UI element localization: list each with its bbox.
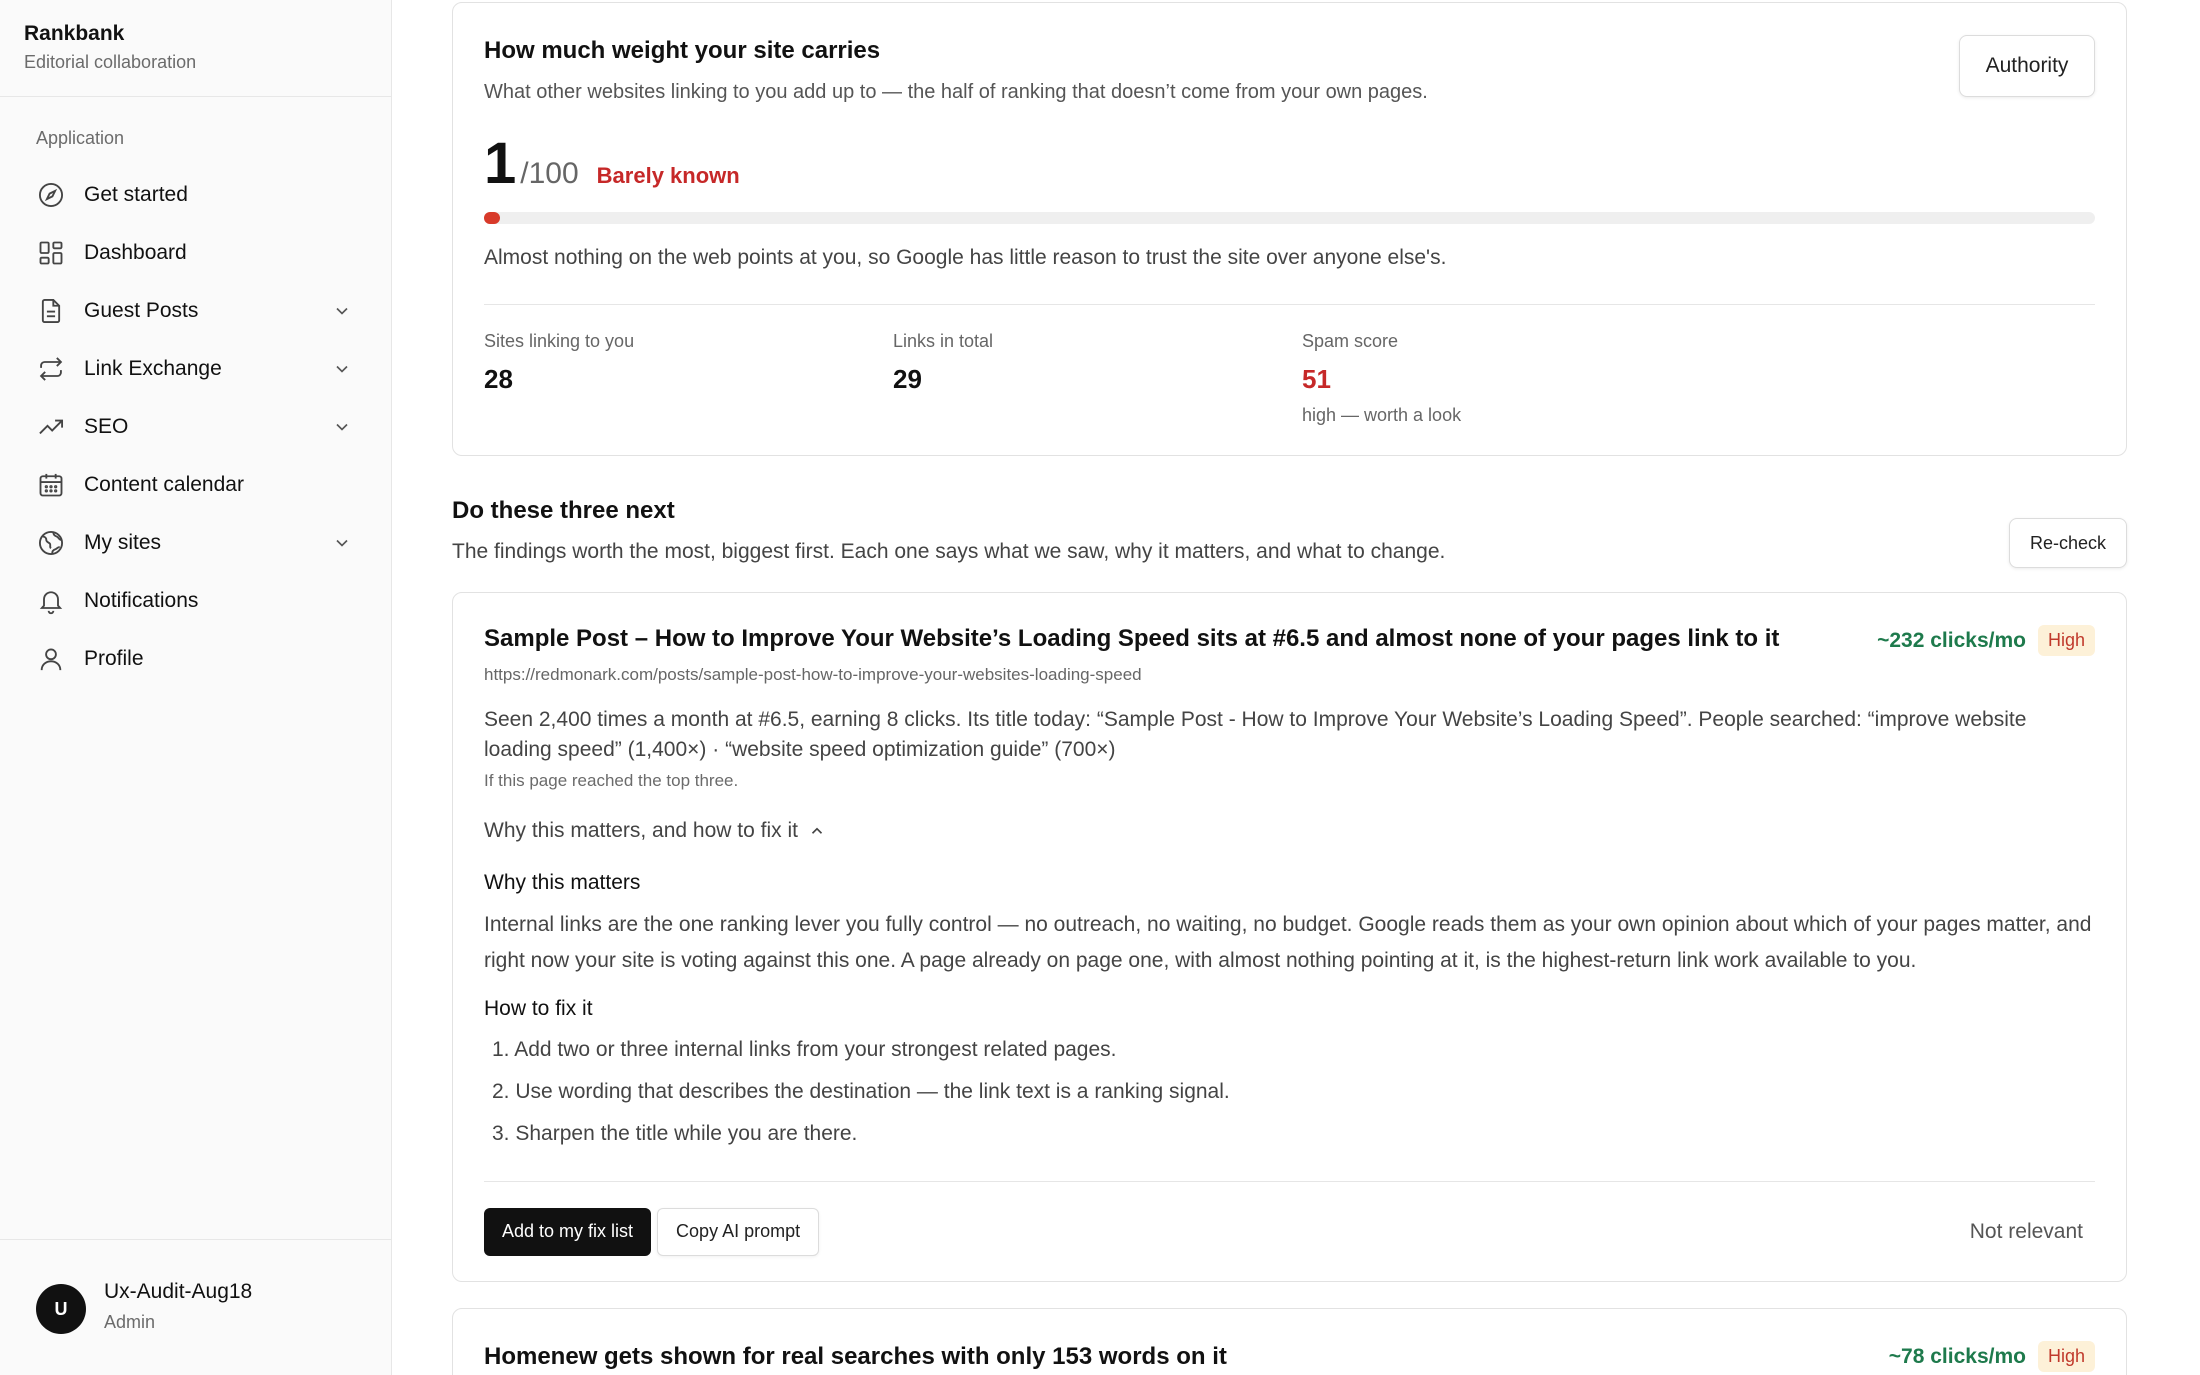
section-subtitle: The findings worth the most, biggest first. Each one says what we saw, why it matters, and what to change. [452,540,1446,563]
finding-clicks: ~232 clicks/mo [1877,628,2026,652]
authority-score [484,131,2095,196]
finding-meta [1877,625,2095,656]
bell-icon [36,586,66,616]
sidebar-item-dashboard[interactable] [24,224,364,282]
globe-icon [36,528,66,558]
stat-sites-linking [484,331,893,426]
sidebar-item-label: Get started [84,183,188,206]
sidebar-item-label: Link Exchange [84,357,222,380]
trending-up-icon [36,412,66,442]
sidebar-item-seo[interactable] [24,398,364,456]
toggle-label: Why this matters, and how to fix it [484,819,798,842]
finding-hint: If this page reached the top three. [484,771,739,790]
finding-description: Seen 2,400 times a month at #6.5, earning 8 clicks. Its title today: “Sample Post - How to Improve Your Website’s Loading Speed”. People searched: “improve website loading speed” (1,400×) · “website speed optimization guide” (700×) [484,708,2027,761]
priority-badge: High [2038,625,2095,656]
copy-ai-prompt-button[interactable]: Copy AI prompt [657,1208,819,1256]
sidebar-nav [24,166,364,688]
finding-url[interactable]: https://redmonark.com/posts/sample-post-how-to-improve-your-websites-loading-speed [484,665,1142,684]
finding-title: Sample Post – How to Improve Your Website’s Loading Speed sits at #6.5 and almost none of your pages link to it [484,625,1780,652]
finding-card [452,592,2127,1282]
authority-subtitle: What other websites linking to you add up to — the half of ranking that doesn’t come from your own pages. [484,81,1428,103]
stat-value: 51 [1302,364,1331,394]
sidebar-item-label: Profile [84,647,144,670]
sidebar-item-label: Dashboard [84,241,187,264]
user-name: Ux-Audit-Aug18 [104,1280,253,1303]
sidebar-item-guest-posts[interactable] [24,282,364,340]
fix-step: 2. Use wording that describes the destination — the link text is a ranking signal. [492,1080,1230,1103]
dashboard-grid-icon [36,238,66,268]
sidebar-item-get-started[interactable] [24,166,364,224]
sidebar-item-my-sites[interactable] [24,514,364,572]
score-progress-bar [484,212,2095,224]
document-icon [36,296,66,326]
avatar[interactable]: U [36,1284,86,1334]
authority-title: How much weight your site carries [484,37,881,64]
score-max: /100 [520,157,579,190]
sidebar-item-profile[interactable] [24,630,364,688]
authority-card [452,2,2127,456]
calendar-icon [36,470,66,500]
stat-label: Links in total [893,331,994,351]
stat-note: high — worth a look [1302,405,1462,425]
finding-card [452,1308,2127,1375]
fix-step: 1. Add two or three internal links from your strongest related pages. [492,1038,1117,1061]
chevron-down-icon[interactable] [332,301,352,321]
score-value: 1 [484,131,517,196]
stat-label: Spam score [1302,331,1399,351]
sidebar-item-link-exchange[interactable] [24,340,364,398]
sidebar-item-label: Notifications [84,589,199,612]
score-progress-fill [484,212,500,224]
app-subtitle: Editorial collaboration [24,52,197,72]
why-text: Internal links are the one ranking lever you fully control — no outreach, no waiting, no budget. Google reads them as your own opinion about which of your pages matter, and right now your site is voting against this one. A page already on page one, with almost nothing pointing at it, is the highest-return link work available to you. [484,913,2092,972]
section-title: Do these three next [452,497,675,524]
fix-step: 3. Sharpen the title while you are there. [492,1122,858,1145]
sidebar-item-notifications[interactable] [24,572,364,630]
why-fix-toggle[interactable] [484,819,826,843]
nav-group-label: Application [36,128,125,148]
chevron-down-icon[interactable] [332,417,352,437]
authority-note: Almost nothing on the web points at you, so Google has little reason to trust the site over anyone else's. [484,246,1447,269]
sidebar [0,0,392,1375]
add-to-fix-list-button[interactable]: Add to my fix list [484,1208,651,1256]
brand [0,0,391,97]
user-info [104,1280,252,1375]
stat-label: Sites linking to you [484,331,635,351]
stat-value: 29 [893,364,922,394]
sidebar-item-label: Content calendar [84,473,244,496]
finding-title: Homenew gets shown for real searches with only 153 words on it [484,1343,1227,1370]
priority-badge: High [2038,1341,2095,1372]
finding-meta [1889,1341,2095,1372]
sidebar-item-label: SEO [84,415,129,438]
sidebar-item-label: Guest Posts [84,299,199,322]
app-name[interactable]: Rankbank [24,22,125,45]
why-heading: Why this matters [484,871,641,894]
stat-value: 28 [484,364,513,394]
sidebar-item-label: My sites [84,531,162,554]
authority-stats [484,331,2095,426]
finding-clicks: ~78 clicks/mo [1888,1344,2026,1368]
sidebar-item-content-calendar[interactable] [24,456,364,514]
stat-links-total [893,331,1302,426]
user-icon [36,644,66,674]
user-role: Admin [104,1312,156,1332]
finding-actions [484,1181,2095,1281]
recheck-button[interactable]: Re-check [2009,518,2127,568]
chevron-down-icon[interactable] [332,359,352,379]
divider [484,304,2095,305]
user-menu[interactable] [0,1239,391,1375]
score-tag: Barely known [596,163,740,188]
stat-spam-score [1302,331,1711,426]
authority-button[interactable]: Authority [1959,35,2095,97]
not-relevant-button[interactable]: Not relevant [1970,1220,2095,1244]
compass-icon [36,180,66,210]
fix-steps [484,1029,2095,1155]
fix-heading: How to fix it [484,997,593,1020]
chevron-down-icon[interactable] [332,533,352,553]
exchange-arrows-icon [36,354,66,384]
chevron-up-icon [808,822,826,840]
